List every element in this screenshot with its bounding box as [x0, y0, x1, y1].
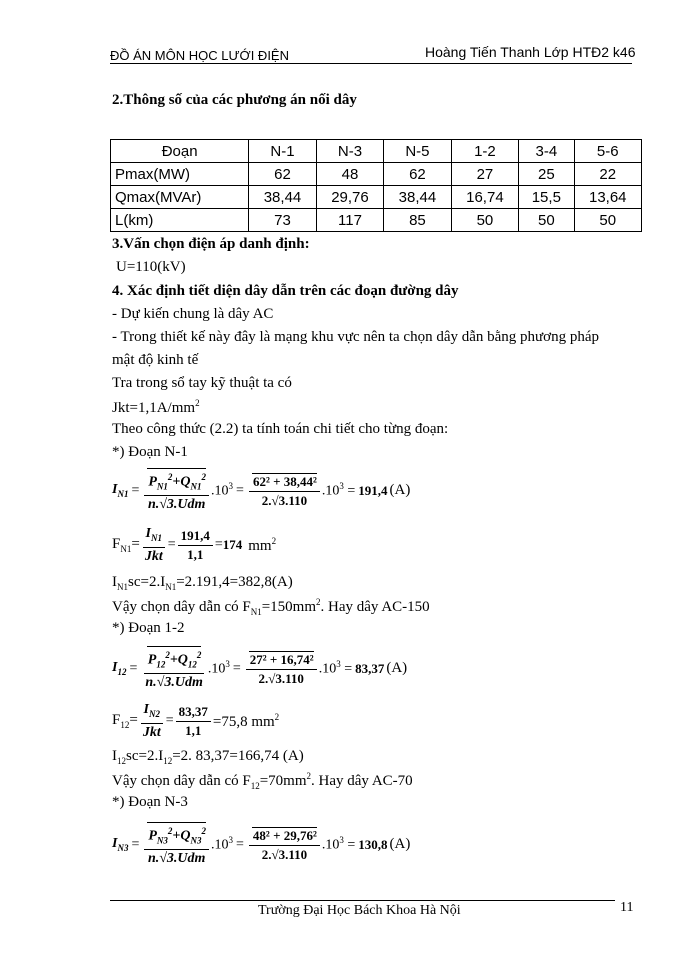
- short-circuit-line: $I_{12}sc=2.I_{12}=2$. 83,37=166,74 (A): [112, 748, 304, 766]
- table-cell: 22: [574, 163, 641, 186]
- table-cell: 15,5: [519, 186, 574, 209]
- formula-result: 191,4: [358, 482, 388, 498]
- table-cell: L(km): [111, 209, 249, 232]
- table-cell: 117: [316, 209, 383, 232]
- table-cell: 38,44: [249, 186, 316, 209]
- formula-result: 174: [222, 537, 243, 553]
- table-header-cell: 1-2: [451, 140, 518, 163]
- formula-unit: (A): [389, 482, 411, 499]
- table-cell: 73: [249, 209, 316, 232]
- page-number: 11: [620, 900, 634, 915]
- section-4-title: 4. Xác định tiết diện dây dẫn trên các đoạn đường dây: [112, 283, 459, 299]
- section-3-title: 3.Vấn chọn điện áp danh định:: [112, 236, 310, 252]
- footer-text: Trường Đại Học Bách Khoa Hà Nội: [258, 903, 461, 918]
- table-cell: 85: [384, 209, 451, 232]
- section-formula-n1: $F_{N1}=$ $\frac{I_{N1}}{\text{Jkt}}$ = $\frac{191,4}{1,1}$ = 174 $mm^2$: [112, 526, 277, 564]
- jkt-sup: 2: [195, 398, 200, 408]
- table-cell: 62: [249, 163, 316, 186]
- segment-title-n3: *) Đoạn N-3: [112, 794, 188, 810]
- table-cell: 16,74: [451, 186, 518, 209]
- voltage-value: U=110(kV): [116, 259, 186, 275]
- table-cell: 50: [574, 209, 641, 232]
- text-line: mật độ kinh tế: [112, 352, 199, 368]
- table-row: [111, 186, 642, 209]
- text-line: - Dự kiến chung là dây AC: [112, 306, 274, 322]
- choose-line: Vậy chọn dây dẫn có $F_{12}=70mm^2$. Hay dây AC-70: [112, 771, 413, 791]
- jkt-text: Jkt=1,1A/mm: [112, 400, 196, 416]
- short-circuit-line: $I_{N1}sc=2.I_{N1}=2.191,4=382,8(A)$: [112, 574, 293, 592]
- table-cell: 50: [451, 209, 518, 232]
- table-cell: 38,44: [384, 186, 451, 209]
- table-header-cell: N-3: [316, 140, 383, 163]
- choose-line: Vậy chọn dây dẫn có $F_{N1}=150mm^2$. Hay dây AC-150: [112, 597, 430, 617]
- text-line: Theo công thức (2.2) ta tính toán chi tiết cho từng đoạn:: [112, 421, 449, 437]
- table-cell: 50: [519, 209, 574, 232]
- text-line: - Trong thiết kế này đây là mạng khu vực nên ta chọn dây dẫn bằng phương pháp: [112, 329, 600, 345]
- header-rule: [110, 63, 632, 64]
- table-row: [111, 163, 642, 186]
- parameters-table: [110, 139, 642, 232]
- formula-fraction: $\frac{P_{N1}^2+Q_{N1}^2}{\text{n.√3.Udm}}$: [144, 468, 209, 513]
- segment-title-n1: *) Đoạn N-1: [112, 444, 188, 460]
- footer-rule: [110, 900, 615, 901]
- formula-fraction: $\frac{\text{62² + 38,44²}}{2.√3.110}$: [249, 473, 320, 509]
- formula-result: 83,37: [355, 660, 385, 676]
- table-cell: 27: [451, 163, 518, 186]
- table-cell: 62: [384, 163, 451, 186]
- table-cell: Qmax(MVAr): [111, 186, 249, 209]
- formula-lhs: $I_{N1}$: [112, 482, 129, 500]
- header-left: ĐỒ ÁN MÔN HỌC LƯỚI ĐIỆN: [110, 48, 289, 63]
- jkt-value: [112, 398, 200, 417]
- table-row: [111, 209, 642, 232]
- table-header-cell: 3-4: [519, 140, 574, 163]
- header-right: Hoàng Tiến Thanh Lớp HTĐ2 k46: [425, 44, 636, 60]
- table-header-cell: Đoạn: [111, 140, 249, 163]
- current-formula-12: $I_{12}$ = $\frac{P_{12}^2+Q_{12}^2}{\text{n.√3.Udm}}$ $.10^3$ = $\frac{\text{27² + 16,74²}}{2.√3.110}$ $.10^3$ = 83,37 (A): [112, 646, 407, 691]
- current-formula-n1: $I_{N1}$ = $\frac{P_{N1}^2+Q_{N1}^2}{\text{n.√3.Udm}}$ $.10^3$ = $\frac{\text{62² + 38,44²}}{2.√3.110}$ $.10^3$ = 191,4 (A): [112, 468, 410, 513]
- text-line: Tra trong sổ tay kỹ thuật ta có: [112, 375, 292, 391]
- table-cell: 25: [519, 163, 574, 186]
- current-formula-n3: $I_{N3}$ = $\frac{P_{N3}^2+Q_{N3}^2}{\text{n.√3.Udm}}$ $.10^3$ = $\frac{\text{48² + 29,76²}}{2.√3.110}$ $.10^3$ = 130,8 (A): [112, 822, 410, 867]
- formula-result: 130,8: [358, 836, 388, 852]
- section-formula-12: $F_{12}=$ $\frac{I_{N2}}{\text{Jkt}}$ = $\frac{83,37}{1,1}$ =75,8 $mm^2$: [112, 702, 280, 740]
- table-header-row: [111, 140, 642, 163]
- table-cell: 48: [316, 163, 383, 186]
- table-header-cell: 5-6: [574, 140, 641, 163]
- table-cell: Pmax(MW): [111, 163, 249, 186]
- section-2-title: 2.Thông số của các phương án nối dây: [112, 92, 357, 108]
- table-cell: 29,76: [316, 186, 383, 209]
- segment-title-12: *) Đoạn 1-2: [112, 620, 185, 636]
- table-header-cell: N-5: [384, 140, 451, 163]
- table-cell: 13,64: [574, 186, 641, 209]
- table-header-cell: N-1: [249, 140, 316, 163]
